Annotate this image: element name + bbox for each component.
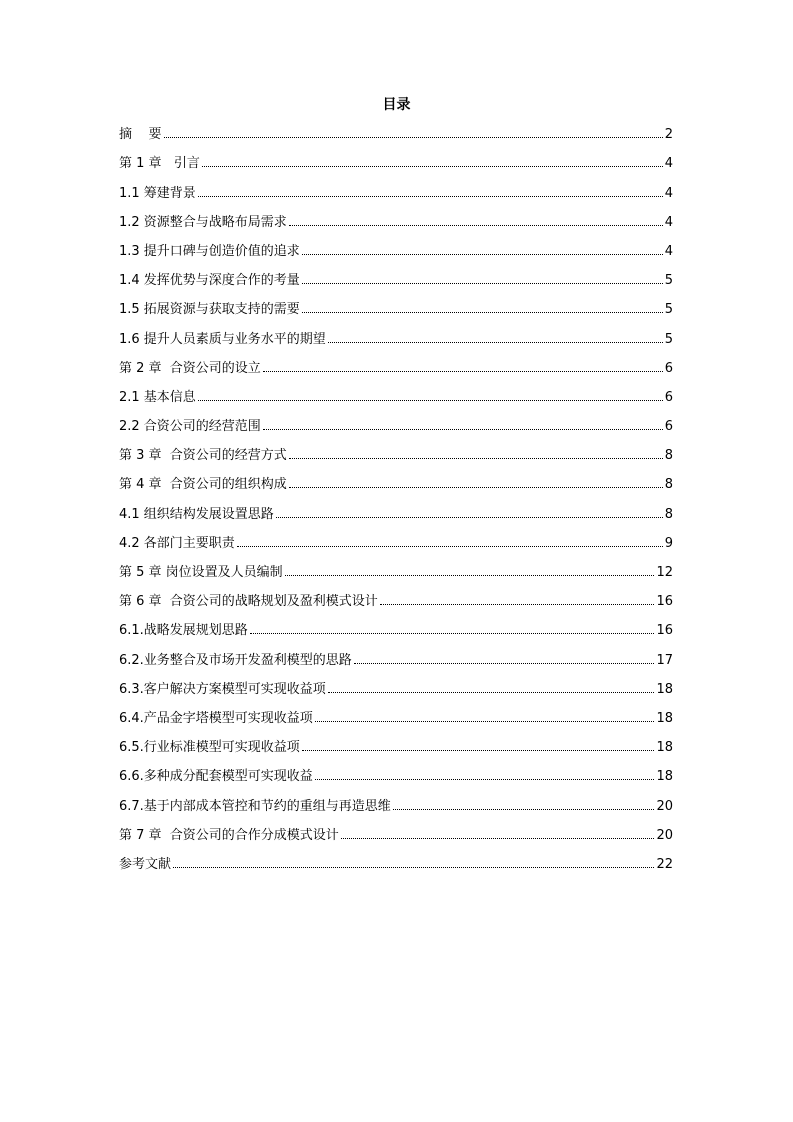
toc-entry-page-number: 9: [664, 535, 673, 551]
toc-entry-label: 1.5 拓展资源与获取支持的需要: [119, 302, 300, 318]
toc-entry-label: 6.6.多种成分配套模型可实现收益: [119, 769, 313, 785]
toc-entry[interactable]: [119, 815, 673, 844]
toc-dot-leader: [289, 487, 663, 488]
toc-entry-label: 1.1 筹建背景: [119, 185, 196, 201]
toc-dot-leader: [237, 546, 663, 547]
toc-dot-leader: [302, 750, 655, 751]
toc-entry-label: 摘 要: [119, 127, 162, 143]
toc-dot-leader: [302, 312, 663, 313]
toc-entry-label: 1.2 资源整合与战略布局需求: [119, 214, 287, 230]
toc-entry[interactable]: [119, 844, 673, 873]
toc-dot-leader: [380, 604, 655, 605]
toc-entry-label: 第 5 章 岗位设置及人员编制: [119, 565, 283, 580]
toc-entry-page-number: 16: [656, 623, 673, 639]
toc-entry-page-number: 18: [656, 740, 673, 756]
toc-dot-leader: [328, 342, 663, 343]
toc-entry-page-number: 20: [656, 798, 673, 814]
toc-dot-leader: [198, 196, 663, 197]
toc-entry-label: 第 2 章 合资公司的设立: [119, 360, 261, 376]
toc-entry[interactable]: [119, 114, 673, 143]
toc-entry-page-number: 8: [664, 448, 673, 464]
toc-entry[interactable]: [119, 289, 673, 318]
toc-entry-page-number: 6: [664, 389, 673, 405]
toc-title: 目录: [382, 97, 411, 113]
toc-entry[interactable]: [119, 639, 673, 668]
toc-entry-label: 参考文献: [119, 856, 172, 872]
toc-entry-label: 2.1 基本信息: [119, 389, 196, 405]
toc-entry[interactable]: [119, 727, 673, 756]
toc-entry-page-number: 4: [664, 214, 673, 230]
toc-entry-label: 1.6 提升人员素质与业务水平的期望: [119, 331, 326, 347]
toc-entry[interactable]: [119, 581, 673, 610]
toc-entry-label: 4.2 各部门主要职责: [119, 535, 235, 551]
toc-entry[interactable]: [119, 523, 673, 552]
toc-dot-leader: [393, 809, 655, 810]
toc-entry-page-number: 18: [656, 681, 673, 697]
toc-entry-page-number: 12: [656, 565, 673, 580]
toc-dot-leader: [302, 254, 663, 255]
toc-entry-page-number: 8: [664, 477, 673, 493]
toc-dot-leader: [173, 867, 654, 868]
toc-entry-label: 2.2 合资公司的经营范围: [119, 419, 261, 435]
toc-entry-page-number: 16: [656, 594, 673, 610]
toc-entry-page-number: 18: [656, 710, 673, 726]
toc-entry-page-number: 6: [664, 360, 673, 376]
toc-entry[interactable]: [119, 610, 673, 639]
toc-entry[interactable]: [119, 348, 673, 377]
toc-entry-page-number: 2: [664, 127, 673, 143]
toc-entry[interactable]: [119, 552, 673, 581]
toc-dot-leader: [341, 838, 655, 839]
toc-entry-label: 第 4 章 合资公司的组织构成: [119, 477, 287, 493]
toc-entry-label: 第 7 章 合资公司的合作分成模式设计: [119, 827, 339, 843]
toc-entry[interactable]: [119, 435, 673, 464]
toc-entry-page-number: 4: [664, 156, 673, 172]
toc-dot-leader: [263, 429, 663, 430]
toc-list: [119, 114, 673, 873]
toc-entry-label: 6.5.行业标准模型可实现收益项: [119, 740, 300, 756]
toc-entry-label: 1.4 发挥优势与深度合作的考量: [119, 273, 300, 289]
toc-entry[interactable]: [119, 406, 673, 435]
toc-entry-label: 第 1 章 引言: [119, 156, 200, 172]
toc-entry-label: 6.2.业务整合及市场开发盈利模型的思路: [119, 652, 352, 668]
toc-dot-leader: [289, 225, 663, 226]
toc-dot-leader: [315, 779, 655, 780]
toc-entry-page-number: 4: [664, 243, 673, 259]
toc-entry[interactable]: [119, 493, 673, 522]
toc-entry-page-number: 17: [656, 652, 673, 668]
toc-entry-label: 1.3 提升口碑与创造价值的追求: [119, 243, 300, 259]
toc-entry[interactable]: [119, 698, 673, 727]
toc-entry-label: 6.1.战略发展规划思路: [119, 623, 248, 639]
toc-entry-page-number: 18: [656, 769, 673, 785]
toc-dot-leader: [276, 517, 663, 518]
toc-entry-page-number: 5: [664, 273, 673, 289]
toc-dot-leader: [289, 458, 663, 459]
toc-entry-page-number: 20: [656, 827, 673, 843]
toc-entry-label: 6.3.客户解决方案模型可实现收益项: [119, 681, 326, 697]
toc-entry[interactable]: [119, 756, 673, 785]
toc-dot-leader: [263, 371, 663, 372]
toc-entry[interactable]: [119, 464, 673, 493]
toc-dot-leader: [164, 137, 663, 138]
toc-entry[interactable]: [119, 260, 673, 289]
toc-entry[interactable]: [119, 669, 673, 698]
toc-entry-label: 第 3 章 合资公司的经营方式: [119, 448, 287, 464]
toc-dot-leader: [328, 692, 655, 693]
toc-entry-label: 4.1 组织结构发展设置思路: [119, 506, 274, 522]
toc-entry-label: 第 6 章 合资公司的战略规划及盈利模式设计: [119, 594, 378, 610]
toc-entry-label: 6.4.产品金字塔模型可实现收益项: [119, 710, 313, 726]
toc-entry-page-number: 5: [664, 302, 673, 318]
toc-entry-page-number: 5: [664, 331, 673, 347]
toc-entry-label: 6.7.基于内部成本管控和节约的重组与再造思维: [119, 798, 391, 814]
toc-dot-leader: [202, 166, 663, 167]
toc-entry[interactable]: [119, 377, 673, 406]
toc-entry-page-number: 4: [664, 185, 673, 201]
toc-entry[interactable]: [119, 231, 673, 260]
toc-dot-leader: [354, 663, 655, 664]
toc-dot-leader: [285, 575, 655, 576]
toc-entry[interactable]: [119, 202, 673, 231]
toc-entry[interactable]: [119, 143, 673, 172]
toc-dot-leader: [302, 283, 663, 284]
toc-entry[interactable]: [119, 318, 673, 347]
toc-dot-leader: [315, 721, 655, 722]
toc-entry[interactable]: [119, 172, 673, 201]
toc-dot-leader: [250, 633, 655, 634]
toc-entry[interactable]: [119, 785, 673, 814]
toc-entry-page-number: 8: [664, 506, 673, 522]
toc-entry-page-number: 6: [664, 419, 673, 435]
toc-entry-page-number: 22: [656, 856, 673, 872]
toc-dot-leader: [198, 400, 663, 401]
